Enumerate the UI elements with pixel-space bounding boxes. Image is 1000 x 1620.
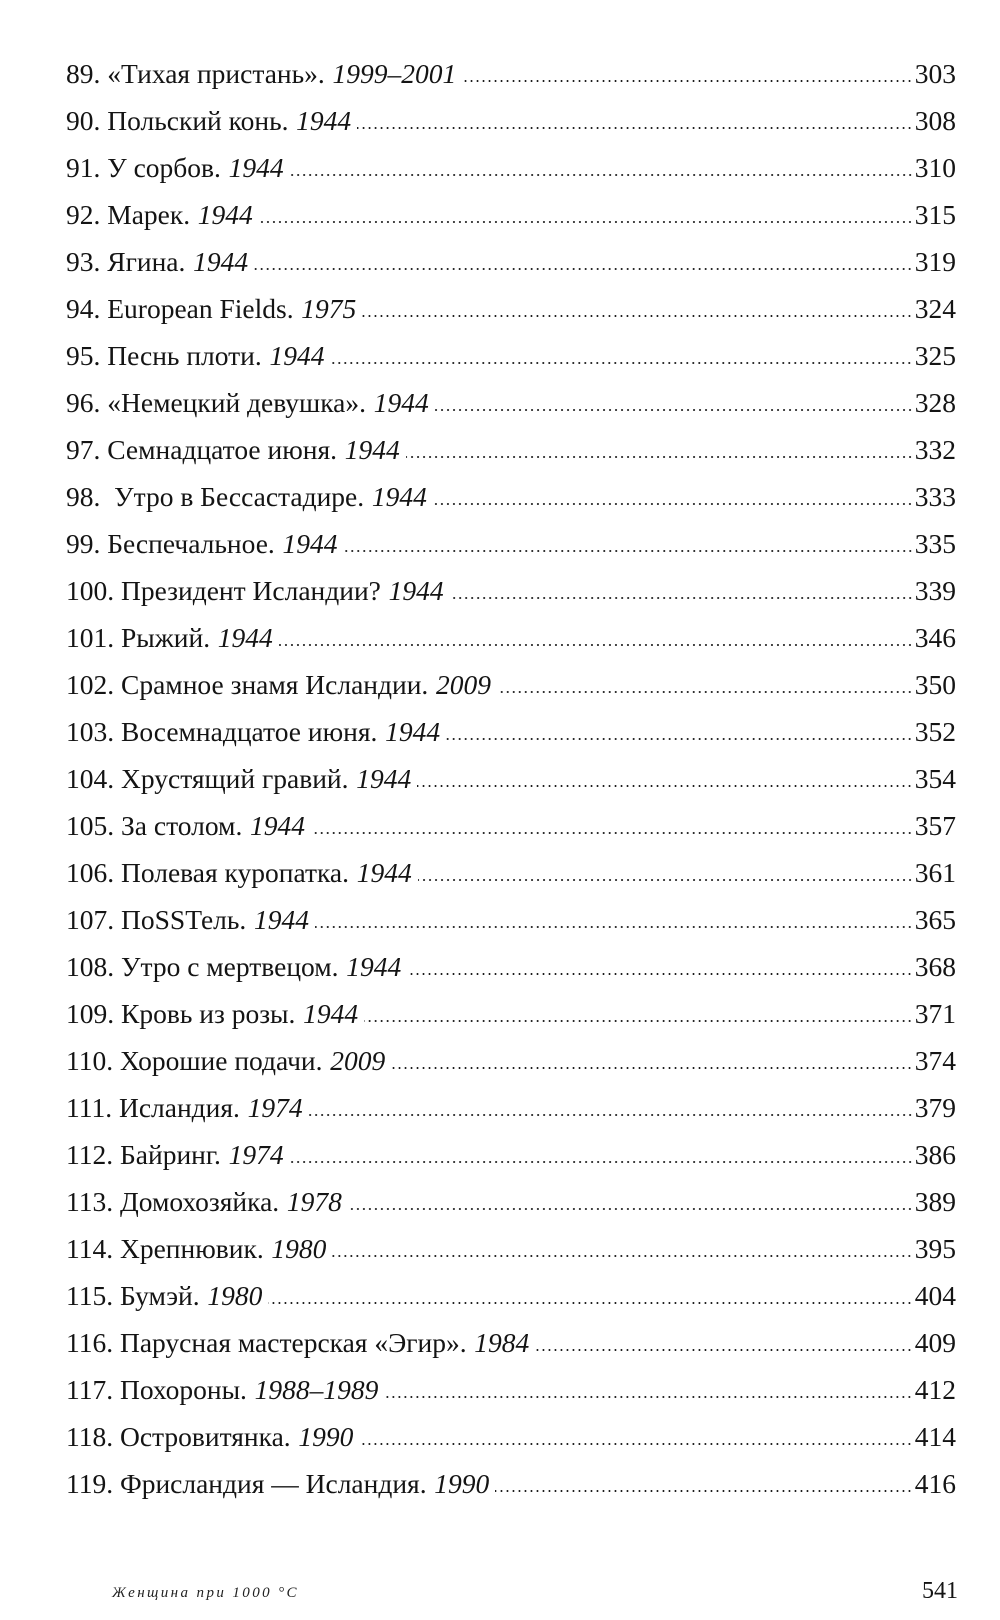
entry-separator bbox=[113, 1137, 120, 1173]
entry-separator bbox=[100, 385, 107, 421]
dot-leader bbox=[348, 1208, 913, 1210]
entry-year: 1999–2001 bbox=[332, 58, 457, 89]
toc-entry bbox=[66, 902, 956, 949]
entry-page-number: 333 bbox=[914, 481, 956, 512]
dot-leader bbox=[433, 503, 913, 505]
entry-separator bbox=[100, 244, 107, 280]
toc-entry bbox=[66, 1090, 956, 1137]
toc-entry bbox=[66, 667, 956, 714]
toc-entry bbox=[66, 714, 956, 761]
dot-leader bbox=[254, 268, 913, 270]
entry-year: 1980 bbox=[271, 1233, 327, 1264]
dot-leader bbox=[279, 644, 913, 646]
entry-title: «Немецкий девушка». bbox=[107, 387, 367, 418]
entry-title: Польский конь. bbox=[107, 105, 289, 136]
entry-title: Рыжий. bbox=[121, 622, 211, 653]
entry-year: 1944 bbox=[197, 199, 253, 230]
entry-year: 1975 bbox=[301, 293, 357, 324]
page-number: 541 bbox=[922, 1578, 958, 1604]
entry-year: 1988–1989 bbox=[254, 1374, 379, 1405]
entry-separator bbox=[100, 479, 107, 515]
entry-number: 100. bbox=[66, 575, 115, 606]
entry-year: 1944 bbox=[253, 904, 309, 935]
entry-page-number: 352 bbox=[914, 716, 956, 747]
entry-page-number: 414 bbox=[914, 1421, 956, 1452]
entry-separator bbox=[114, 949, 121, 985]
entry-year: 1944 bbox=[296, 105, 352, 136]
toc-entry bbox=[66, 1231, 956, 1278]
entry-year: 1944 bbox=[385, 716, 441, 747]
dot-leader bbox=[362, 315, 912, 317]
entry-number: 104. bbox=[66, 763, 115, 794]
entry-year: 1980 bbox=[207, 1280, 263, 1311]
entry-number: 95. bbox=[66, 340, 101, 371]
entry-year: 1978 bbox=[286, 1186, 342, 1217]
toc-entry bbox=[66, 1184, 956, 1231]
dot-leader bbox=[332, 1255, 912, 1257]
entry-page-number: 409 bbox=[914, 1327, 956, 1358]
entry-separator bbox=[113, 1325, 120, 1361]
entry-separator bbox=[100, 103, 107, 139]
entry-year: 1944 bbox=[356, 857, 412, 888]
entry-page-number: 303 bbox=[914, 58, 956, 89]
entry-number: 91. bbox=[66, 152, 101, 183]
entry-number: 90. bbox=[66, 105, 101, 136]
dot-leader bbox=[495, 1490, 912, 1492]
dot-leader bbox=[290, 1161, 913, 1163]
entry-title: Похороны. bbox=[119, 1374, 247, 1405]
toc-entry bbox=[66, 1466, 956, 1513]
toc-entry bbox=[66, 1137, 956, 1184]
entry-year: 1944 bbox=[373, 387, 429, 418]
entry-separator bbox=[114, 761, 121, 797]
toc-entry bbox=[66, 1325, 956, 1372]
dot-leader bbox=[450, 597, 913, 599]
dot-leader bbox=[462, 80, 913, 82]
entry-title: Ягина. bbox=[107, 246, 186, 277]
entry-page-number: 328 bbox=[914, 387, 956, 418]
entry-title: Хрустящий гравий. bbox=[121, 763, 349, 794]
entry-year: 1990 bbox=[298, 1421, 354, 1452]
dot-leader bbox=[309, 1114, 913, 1116]
entry-year: 1944 bbox=[228, 152, 284, 183]
dot-leader bbox=[315, 926, 913, 928]
entry-page-number: 332 bbox=[914, 434, 956, 465]
entry-year: 1944 bbox=[282, 528, 338, 559]
toc-entry bbox=[66, 244, 956, 291]
toc-entry bbox=[66, 150, 956, 197]
entry-page-number: 346 bbox=[914, 622, 956, 653]
entry-title: ПоSSТель. bbox=[121, 904, 247, 935]
entry-page-number: 335 bbox=[914, 528, 956, 559]
toc-entry bbox=[66, 1419, 956, 1466]
entry-number: 118. bbox=[66, 1421, 114, 1452]
entry-title: Восемнадцатое июня. bbox=[121, 716, 378, 747]
entry-title: Срамное знамя Исландии. bbox=[121, 669, 429, 700]
entry-number: 103. bbox=[66, 716, 115, 747]
entry-separator bbox=[100, 197, 107, 233]
entry-year: 1944 bbox=[344, 434, 400, 465]
entry-separator bbox=[114, 714, 121, 750]
entry-number: 102. bbox=[66, 669, 115, 700]
entry-year: 1944 bbox=[250, 810, 306, 841]
dot-leader bbox=[344, 550, 913, 552]
entry-year: 1944 bbox=[346, 951, 402, 982]
toc-entry bbox=[66, 103, 956, 150]
dot-leader bbox=[384, 1396, 912, 1398]
entry-title: Семнадцатое июня. bbox=[107, 434, 337, 465]
entry-title: Бумэй. bbox=[119, 1280, 200, 1311]
entry-page-number: 308 bbox=[914, 105, 956, 136]
entry-year: 2009 bbox=[330, 1045, 386, 1076]
entry-page-number: 395 bbox=[914, 1233, 956, 1264]
dot-leader bbox=[357, 127, 913, 129]
toc-entry bbox=[66, 291, 956, 338]
entry-number: 101. bbox=[66, 622, 115, 653]
entry-separator bbox=[113, 1466, 120, 1502]
toc-entry bbox=[66, 432, 956, 479]
entry-separator bbox=[114, 808, 121, 844]
entry-separator bbox=[100, 432, 107, 468]
entry-year: 1984 bbox=[474, 1327, 530, 1358]
entry-number: 108. bbox=[66, 951, 115, 982]
entry-year: 1944 bbox=[371, 481, 427, 512]
entry-title: Полевая куропатка. bbox=[121, 857, 350, 888]
entry-separator bbox=[113, 1278, 120, 1314]
dot-leader bbox=[406, 456, 913, 458]
entry-year: 1944 bbox=[303, 998, 359, 1029]
toc-entry bbox=[66, 620, 956, 667]
dot-leader bbox=[359, 1443, 912, 1445]
entry-number: 89. bbox=[66, 58, 101, 89]
table-of-contents bbox=[66, 56, 956, 1513]
entry-number: 97. bbox=[66, 434, 101, 465]
entry-page-number: 354 bbox=[914, 763, 956, 794]
entry-separator bbox=[100, 338, 107, 374]
entry-year: 1944 bbox=[217, 622, 273, 653]
entry-number: 111. bbox=[66, 1092, 113, 1123]
dot-leader bbox=[446, 738, 913, 740]
toc-entry bbox=[66, 1043, 956, 1090]
entry-separator bbox=[114, 902, 121, 938]
entry-page-number: 374 bbox=[914, 1045, 956, 1076]
entry-number: 93. bbox=[66, 246, 101, 277]
toc-entry bbox=[66, 338, 956, 385]
toc-entry bbox=[66, 808, 956, 855]
entry-page-number: 315 bbox=[914, 199, 956, 230]
entry-separator bbox=[100, 150, 107, 186]
entry-page-number: 319 bbox=[914, 246, 956, 277]
entry-number: 107. bbox=[66, 904, 115, 935]
entry-number: 92. bbox=[66, 199, 101, 230]
entry-page-number: 379 bbox=[914, 1092, 956, 1123]
entry-page-number: 412 bbox=[914, 1374, 956, 1405]
entry-page-number: 365 bbox=[914, 904, 956, 935]
entry-page-number: 389 bbox=[914, 1186, 956, 1217]
entry-year: 1990 bbox=[434, 1468, 490, 1499]
entry-title: Фрисландия — Исландия. bbox=[119, 1468, 427, 1499]
entry-page-number: 325 bbox=[914, 340, 956, 371]
entry-title: Парусная мастерская «Эгир». bbox=[119, 1327, 467, 1358]
entry-year: 2009 bbox=[436, 669, 491, 700]
toc-entry bbox=[66, 526, 956, 573]
dot-leader bbox=[259, 221, 913, 223]
entry-number: 99. bbox=[66, 528, 101, 559]
dot-leader bbox=[364, 1020, 913, 1022]
entry-separator bbox=[114, 620, 121, 656]
running-title: Женщина при 1000 °С bbox=[112, 1585, 299, 1601]
entry-title: Байринг. bbox=[119, 1139, 221, 1170]
entry-page-number: 357 bbox=[914, 810, 956, 841]
entry-number: 94. bbox=[66, 293, 101, 324]
entry-separator bbox=[100, 56, 107, 92]
toc-entry bbox=[66, 1278, 956, 1325]
entry-separator bbox=[114, 855, 121, 891]
entry-number: 110. bbox=[66, 1045, 114, 1076]
entry-year: 1944 bbox=[388, 575, 444, 606]
entry-separator bbox=[100, 291, 107, 327]
dot-leader bbox=[497, 691, 913, 693]
entry-number: 98. bbox=[66, 481, 101, 512]
toc-entry bbox=[66, 761, 956, 808]
entry-title: Хрепнювик. bbox=[119, 1233, 264, 1264]
entry-separator bbox=[112, 1090, 119, 1126]
entry-number: 119. bbox=[66, 1468, 114, 1499]
entry-separator bbox=[113, 1043, 120, 1079]
entry-number: 117. bbox=[66, 1374, 114, 1405]
entry-page-number: 386 bbox=[914, 1139, 956, 1170]
entry-page-number: 416 bbox=[914, 1468, 956, 1499]
dot-leader bbox=[435, 409, 913, 411]
entry-title: Песнь плоти. bbox=[107, 340, 262, 371]
entry-separator bbox=[114, 573, 121, 609]
entry-year: 1974 bbox=[228, 1139, 284, 1170]
toc-entry bbox=[66, 56, 956, 103]
entry-title: Исландия. bbox=[118, 1092, 240, 1123]
entry-year: 1944 bbox=[269, 340, 325, 371]
entry-title: Хорошие подачи. bbox=[119, 1045, 323, 1076]
entry-number: 116. bbox=[66, 1327, 114, 1358]
entry-title: За столом. bbox=[121, 810, 243, 841]
entry-number: 96. bbox=[66, 387, 101, 418]
entry-separator bbox=[100, 526, 107, 562]
toc-entry bbox=[66, 479, 956, 526]
dot-leader bbox=[311, 832, 913, 834]
entry-year: 1944 bbox=[193, 246, 249, 277]
dot-leader bbox=[268, 1302, 912, 1304]
entry-title: Беспечальное. bbox=[107, 528, 275, 559]
entry-page-number: 371 bbox=[914, 998, 956, 1029]
entry-year: 1944 bbox=[356, 763, 412, 794]
toc-entry bbox=[66, 197, 956, 244]
entry-page-number: 361 bbox=[914, 857, 956, 888]
dot-leader bbox=[391, 1067, 913, 1069]
entry-title: У сорбов. bbox=[107, 152, 221, 183]
entry-title: Марек. bbox=[107, 199, 191, 230]
entry-number: 113. bbox=[66, 1186, 114, 1217]
entry-title: Кровь из розы. bbox=[121, 998, 296, 1029]
entry-separator bbox=[113, 1184, 120, 1220]
toc-entry bbox=[66, 996, 956, 1043]
entry-title: Домохозяйка. bbox=[119, 1186, 280, 1217]
dot-leader bbox=[535, 1349, 912, 1351]
entry-number: 106. bbox=[66, 857, 115, 888]
entry-title: Утро с мертвецом. bbox=[121, 951, 339, 982]
entry-separator bbox=[114, 996, 121, 1032]
entry-separator bbox=[113, 1231, 120, 1267]
entry-number: 105. bbox=[66, 810, 115, 841]
entry-title: «Тихая пристань». bbox=[107, 58, 325, 89]
entry-separator bbox=[113, 1372, 120, 1408]
entry-page-number: 324 bbox=[914, 293, 956, 324]
entry-separator bbox=[113, 1419, 120, 1455]
dot-leader bbox=[417, 785, 913, 787]
entry-page-number: 404 bbox=[914, 1280, 956, 1311]
entry-page-number: 368 bbox=[914, 951, 956, 982]
entry-number: 112. bbox=[66, 1139, 114, 1170]
entry-page-number: 310 bbox=[914, 152, 956, 183]
entry-title: European Fields. bbox=[107, 293, 294, 324]
entry-separator bbox=[114, 667, 121, 703]
toc-entry bbox=[66, 385, 956, 432]
entry-page-number: 339 bbox=[914, 575, 956, 606]
toc-entry bbox=[66, 1372, 956, 1419]
entry-number: 109. bbox=[66, 998, 115, 1029]
dot-leader bbox=[290, 174, 913, 176]
entry-number: 114. bbox=[66, 1233, 114, 1264]
entry-page-number: 350 bbox=[914, 669, 956, 700]
dot-leader bbox=[418, 879, 913, 881]
entry-number: 115. bbox=[66, 1280, 114, 1311]
entry-year: 1974 bbox=[247, 1092, 303, 1123]
entry-title: Утро в Бессастадире. bbox=[107, 481, 365, 512]
toc-entry bbox=[66, 949, 956, 996]
toc-entry bbox=[66, 855, 956, 902]
dot-leader bbox=[330, 362, 912, 364]
dot-leader bbox=[407, 973, 913, 975]
entry-title: Островитянка. bbox=[119, 1421, 291, 1452]
toc-entry bbox=[66, 573, 956, 620]
entry-title: Президент Исландии? bbox=[121, 575, 381, 606]
